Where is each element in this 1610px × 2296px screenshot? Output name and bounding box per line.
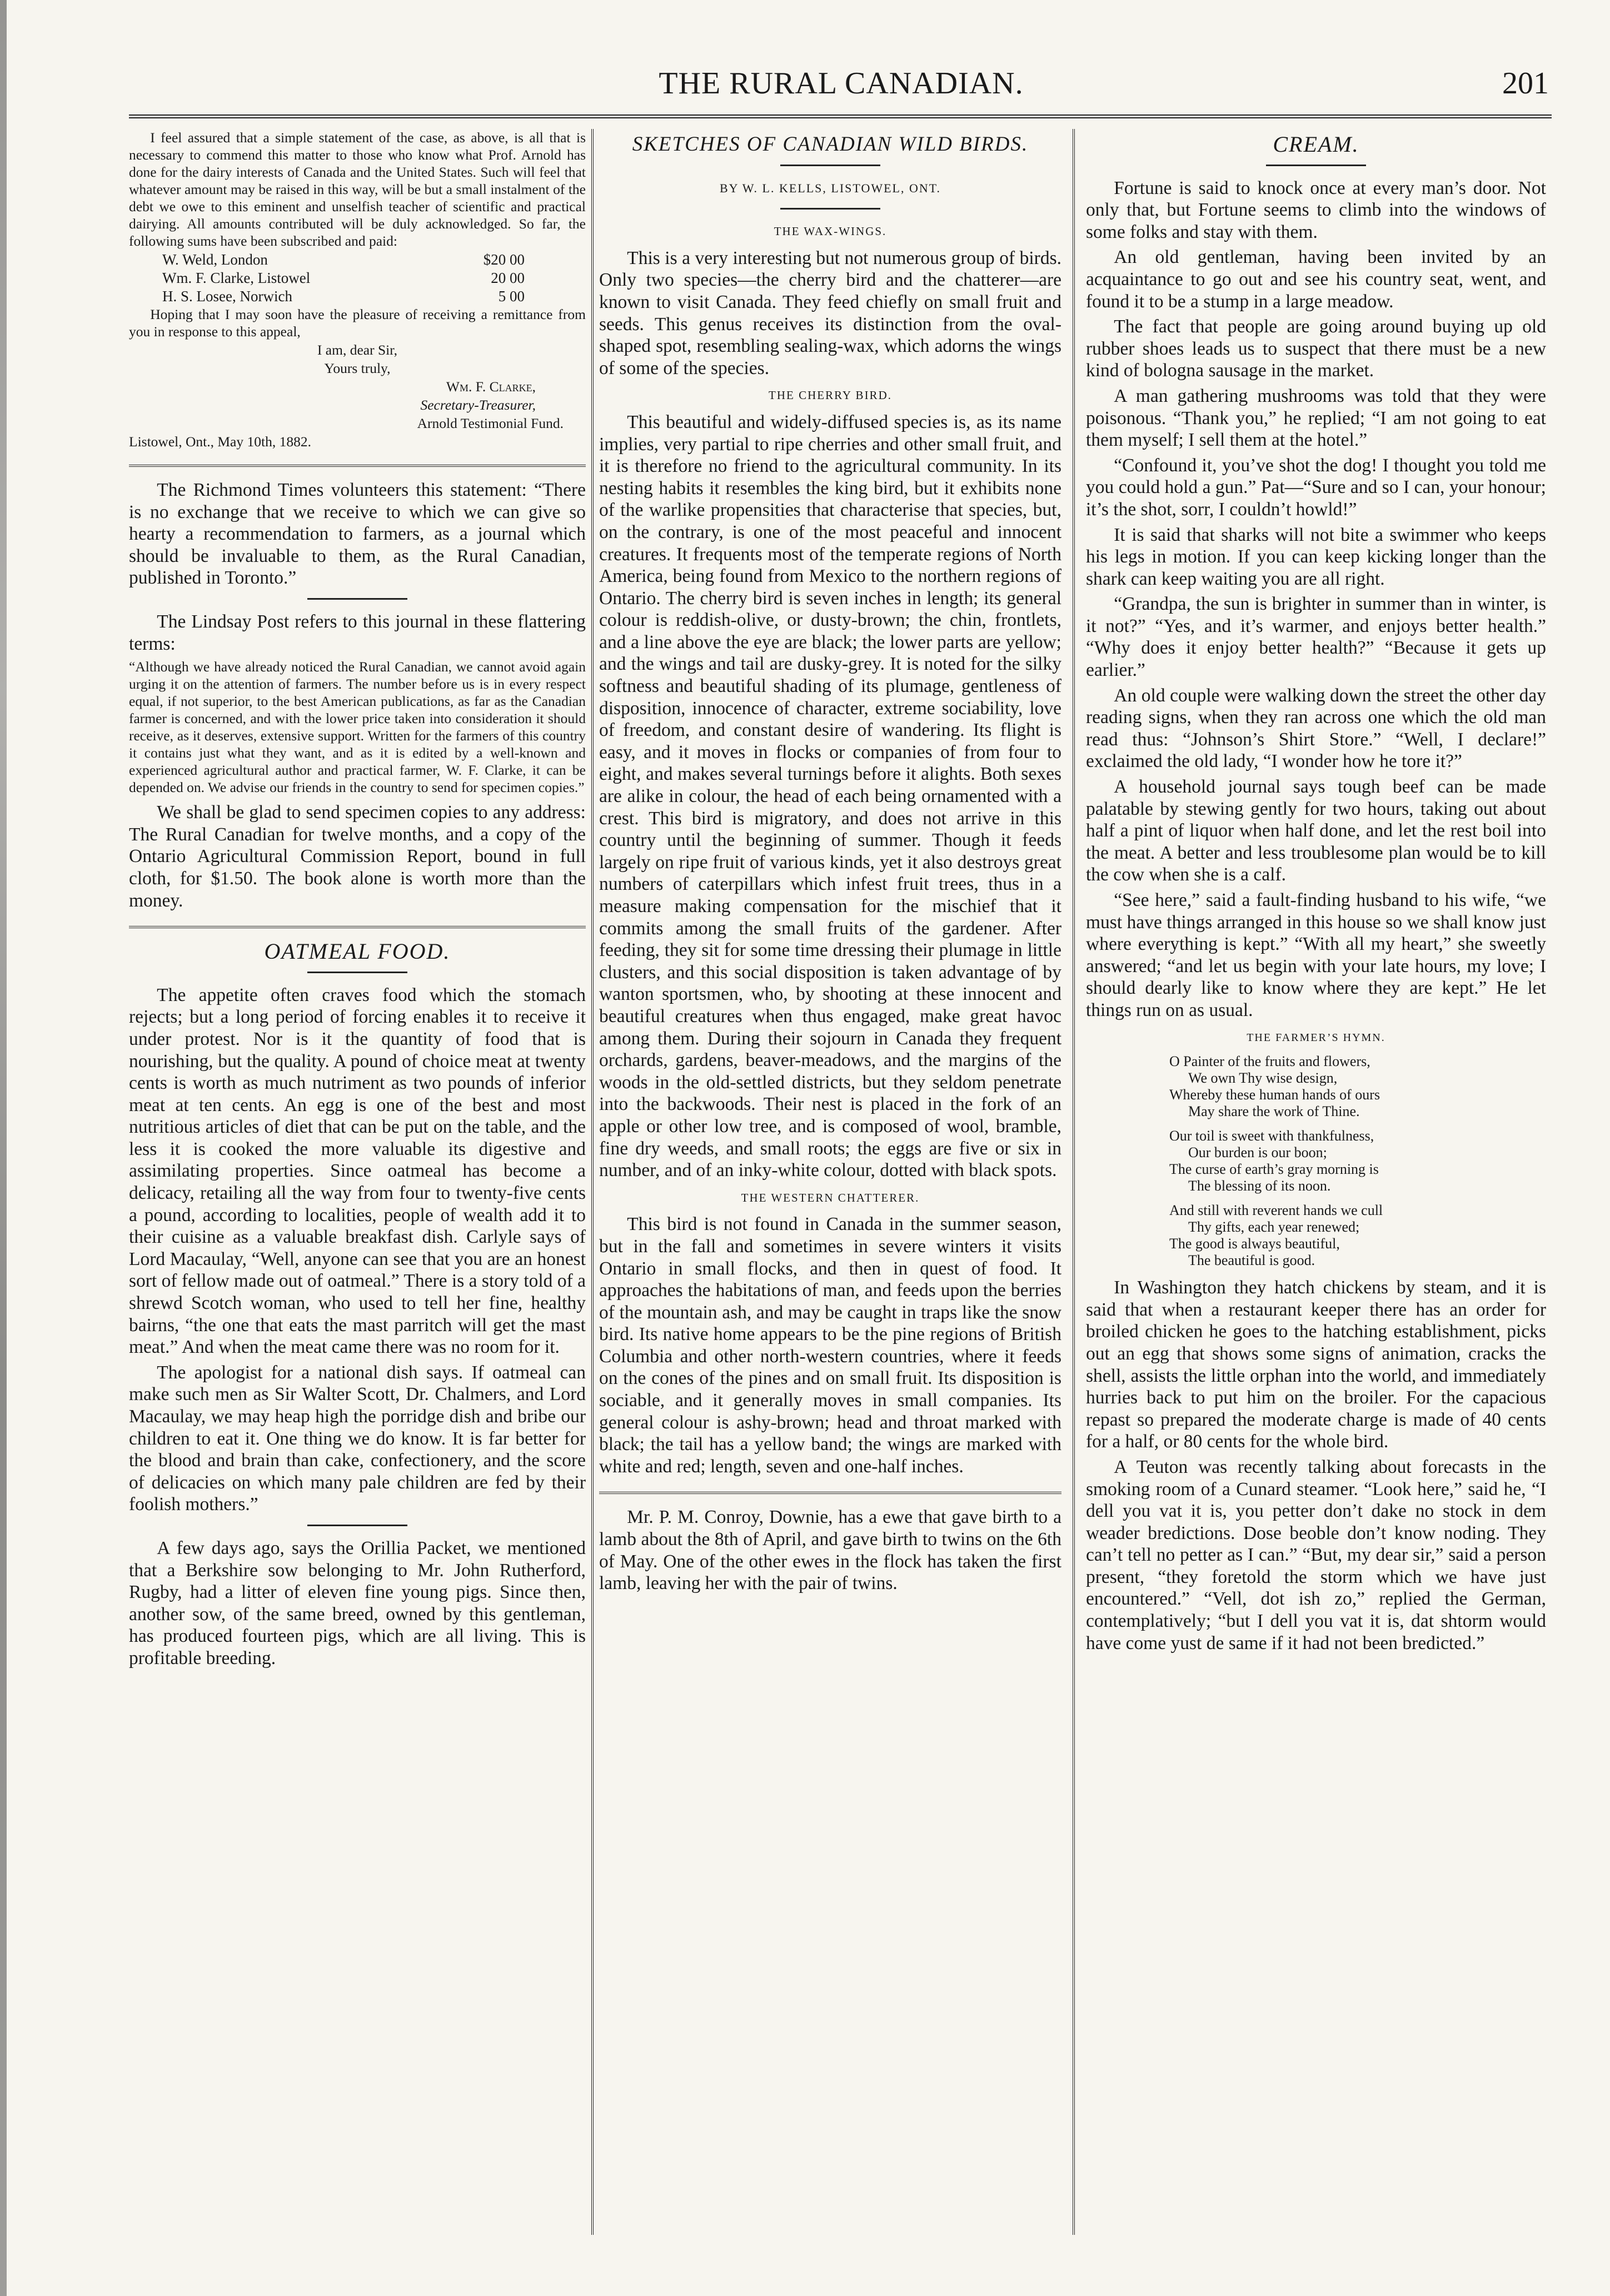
hymn-stanza bbox=[1169, 1128, 1546, 1194]
subscription-amount: 5 00 bbox=[498, 288, 525, 305]
hymn-line: And still with reverent hands we cull bbox=[1169, 1202, 1383, 1219]
chatterer-paragraph: This bird is not found in Canada in the summer season, but in the fall and sometimes in severe winters it visits Ontario in small flocks, and then in quest of food. It approaches the habitations of man, and feeds upon the berries of the mountain ash, and may be caught in traps like the snow bird. Its native home appears to be the pine regions of British Columbia and other north-western countries, where it feeds on the cones of the pines and on small fruit. Its disposition is sociable, and it generally moves in small companies. Its general colour is ashy-brown; head and throat marked with black; the tail has a yellow band; the wings are marked with white and red; length, seven and one-half inches. bbox=[599, 1214, 1061, 1477]
hymn-line: Whereby these human hands of ours bbox=[1169, 1087, 1380, 1103]
subscription-row bbox=[129, 269, 586, 287]
column-rule bbox=[1073, 129, 1075, 2235]
arnold-letter bbox=[129, 129, 586, 450]
subscriber-name: Wm. F. Clarke, Listowel bbox=[162, 270, 311, 286]
section-divider bbox=[129, 926, 586, 928]
page-header bbox=[128, 66, 1554, 116]
cherry-bird-paragraph: This beautiful and widely-diffused species is, as its name implies, very partial to ripe cherries and other small fruit, and it is therefore no friend to the agricultural community. In its nesting habits it resembles the king bird, but it exhibits none of the warlike propensities that characterise that species, but, on the contrary, is one of the most peaceful and innocent creatures. It frequents most of the temperate regions of North America, being found from Mexico to the northern regions of Ontario. The cherry bird is seven inches in length; its general colour is reddish-olive, or dusty-brown; the chin, frontlets, and a line above the eye are black; the lower parts are yellow; and the wings and tail are dusky-grey. It is noted for the silky softness and beautiful shading of its plumage, gentleness of disposition, innocence of character, extreme sociability, love of freedom, and constant desire of wandering. Its flight is easy, and it moves in flocks or companies of from four to eight, and makes several turnings before it alights. Both sexes are alike in colour, the head of each being ornamented with a crest. This bird is migratory, and does not arrive in this country until the beginning of summer. Though it feeds largely on ripe fruit of various kinds, yet it also destroys great numbers of caterpillars which infest fruit trees, thus in a measure making compensation for the mischief that it commits among the small fruits of the gardener. After feeding, they sit for some time dressing their plumage in little clusters, and this social disposition is taken advantage of by wanton sportsmen, who, by shooting at these innocent and beautiful creatures when thus engaged, make great havoc among them. During their sojourn in Canada they frequent orchards, gardens, beaver-meadows, and the margins of the woods in the old-settled districts, but they seldom penetrate into the backwoods. Their nest is placed in the fork of an apple or other low tree, and is composed of wool, bramble, fine dry weeds, and small roots; the eggs are five or six in number, and of an inky-white colour, dotted with black spots. bbox=[599, 411, 1061, 1181]
cream-item: An old gentleman, having been invited by an acquaintance to go out and see his country seat, went, and found it to be a stump in a large meadow. bbox=[1086, 247, 1546, 312]
scan-edge bbox=[0, 0, 7, 2296]
subscription-amount: 20 00 bbox=[491, 270, 525, 286]
letter-dateline: Listowel, Ont., May 10th, 1882. bbox=[129, 434, 311, 450]
hymn-stanza bbox=[1169, 1202, 1546, 1269]
letter-closing: I am, dear Sir, bbox=[317, 342, 398, 358]
short-divider bbox=[307, 1525, 407, 1526]
cream-item: “See here,” said a fault-finding husband to his wife, “we must have things arranged in this house so we shall know just where everything is kept.” “With all my heart,” she sweetly answered; “and let us begin with your late hours, my love; I should dearly like to know where they are kept.” He let things run on as usual. bbox=[1086, 890, 1546, 1020]
cream-item: “Grandpa, the sun is brighter in summer than in winter, is it not?” “Yes, and it’s warmer, and enjoys better health.” “Why does it enjoy better health?” “Because it gets up earlier.” bbox=[1086, 594, 1546, 681]
hymn-line: The curse of earth’s gray morning is bbox=[1169, 1161, 1379, 1178]
birds-byline: BY W. L. KELLS, LISTOWEL, ONT. bbox=[719, 181, 941, 195]
hymn-line: O Painter of the fruits and flowers, bbox=[1169, 1053, 1370, 1070]
hymn-line: Our burden is our boon; bbox=[1188, 1144, 1327, 1161]
cream-items bbox=[1086, 177, 1546, 1022]
cream-item: Fortune is said to knock once at every man’s door. Not only that, but Fortune seems to climb into the windows of some folks and stay with them. bbox=[1086, 177, 1546, 242]
specimen-paragraph: We shall be glad to send specimen copies to any address: The Rural Canadian for twelve months, and a copy of the Ontario Agricultural Commission Report, bound in full cloth, for $1.50. The book alone is worth more than the money. bbox=[129, 802, 586, 911]
short-divider bbox=[1266, 165, 1366, 166]
letter-fund: Arnold Testimonial Fund. bbox=[417, 415, 564, 431]
cream-title: CREAM. bbox=[1273, 132, 1359, 157]
oatmeal-title: OATMEAL FOOD. bbox=[264, 939, 451, 964]
hymn-stanza bbox=[1169, 1053, 1546, 1120]
washington-paragraph: In Washington they hatch chickens by steam, and it is said that when a restaurant keeper there has an order for broiled chicken he goes to the hatching establishment, picks out an egg that shows some signs of animation, cracks the shell, assists the little orphan into the world, and immediately hurries back to put him on the broiler. For the capacious repast so prepared the moderate charge is made of 40 cents for a half, or 80 cents for the whole bird. bbox=[1086, 1277, 1546, 1452]
waxwings-heading: THE WAX-WINGS. bbox=[774, 225, 887, 238]
subscription-row bbox=[129, 287, 586, 306]
hymn-line: The beautiful is good. bbox=[1188, 1252, 1315, 1269]
column-1 bbox=[129, 129, 586, 2235]
lindsay-quote: “Although we have already noticed the Rural Canadian, we cannot avoid again urging it on the attention of farmers. The number before us is in every respect equal, if not superior, to the best American publications, as far as the Canadian farmer is concerned, and with the lower price taken into consideration it should receive, as it deserves, extensive support. Written for the farmers of this country it contains just what they want, and as it is edited by a well-known and experienced agricultural author and practical farmer, W. F. Clarke, it can be depended on. We advise our friends in the country to send for specimen copies.” bbox=[129, 659, 586, 796]
waxwings-paragraph: This is a very interesting but not numerous group of birds. Only two species—the cherry bird and the chatterer—are known to visit Canada. They feed chiefly on small fruit and seeds. This genus receives its distinction from the oval-shaped spot, resembling sealing-wax, which adorns the wings of some of the species. bbox=[599, 247, 1061, 378]
farmers-hymn bbox=[1086, 1053, 1546, 1269]
masthead-title: THE RURAL CANADIAN. bbox=[659, 66, 1024, 101]
richmond-paragraph: The Richmond Times volunteers this statement: “There is no exchange that we receive to which we can give so hearty a recommendation to farmers, as a journal which should be invaluable to them, as the Rural Canadian, published in Toronto.” bbox=[129, 480, 586, 589]
lindsay-paragraph: The Lindsay Post refers to this journal in these flattering terms: bbox=[129, 611, 586, 654]
cream-item: An old couple were walking down the street the other day reading signs, when they ran across one which the old man read thus: “Johnson’s Shirt Store.” “Well, I declare!” exclaimed the old lady, “I wonder how he tore it?” bbox=[1086, 685, 1546, 772]
page-number: 201 bbox=[1502, 66, 1549, 101]
subscriber-name: W. Weld, London bbox=[162, 251, 268, 268]
hymn-line: Our toil is sweet with thankfulness, bbox=[1169, 1128, 1374, 1144]
oatmeal-paragraph-2: The apologist for a national dish says. If oatmeal can make such men as Sir Walter Scott, Dr. Chalmers, and Lord Macaulay, we may heap high the porridge dish and bribe our children to eat it. One thing we do know. It is far better for the blood and brain than cake, confectionery, and the score of delicacies on which many pale children are fed by their foolish mothers.” bbox=[129, 1362, 586, 1515]
letter-body: I feel assured that a simple statement of the case, as above, is all that is necessary to commend this matter to those who know what Prof. Arnold has done for the dairy interests of Canada and the United States. Such will feel that whatever amount may be raised in this way, will be but a small instalment of the debt we owe to this eminent and unselfish teacher of scientific and practical dairying. All amounts contributed will be duly acknowledged. So far, the following sums have been subscribed and paid: bbox=[129, 130, 586, 249]
subscriber-name: H. S. Losee, Norwich bbox=[162, 288, 292, 305]
letter-hoping: Hoping that I may soon have the pleasure of receiving a remittance from you in response to this appeal, bbox=[129, 306, 586, 340]
oatmeal-paragraph-1: The appetite often craves food which the stomach rejects; but a long period of forcing enables it to receive it under protest. Nor is it the quantity of food that is nourishing, but the quality. A pound of choice meat at twenty cents is worth as much nutriment as two pounds of inferior meat at ten cents. An egg is one of the best and most nutritious articles of diet that can be put on the table, and the less it is cooked the more valuable its digestive and assimilating properties. Since oatmeal has become a delicacy, retailing all the way from four to twenty-five cents a pound, according to localities, people of wealth add it to their cuisine as a valuable breakfast dish. Carlyle says of Lord Macaulay, “Well, anyone can see that you are an honest sort of fellow made out of oatmeal.” There is a story told of a shrewd Scotch woman, who used to tell her fine, healthy bairns, “the one that eats the mast parritch will get the mast meat.” And when the meat came there was no room for it. bbox=[129, 984, 586, 1358]
orillia-paragraph: A few days ago, says the Orillia Packet, we mentioned that a Berkshire sow belonging to Mr. John Rutherford, Rugby, had a litter of eleven fine young pigs. Since then, another sow, of the same breed, owned by this gentleman, has produced fourteen pigs, which are all living. This is profitable breeding. bbox=[129, 1537, 586, 1669]
birds-title: SKETCHES OF CANADIAN WILD BIRDS. bbox=[632, 133, 1029, 156]
column-2 bbox=[599, 129, 1061, 2235]
short-divider bbox=[780, 165, 880, 166]
letter-yours: Yours truly, bbox=[324, 360, 391, 376]
teuton-paragraph: A Teuton was recently talking about forecasts in the smoking room of a Cunard steamer. “Look here,” said he, “I dell you vat it is, you petter don’t dake no stock in dem weader bredictions. Dose beoble don’t know noding. They can’t tell no petter as I can.” “But, my dear sir,” said a person present, “they foretold the storm which we have just encountered.” “Vell, dot ish zo,” replied the German, contemplatively; “but I dell you vat it is, dat shtorm would have come yust de same if it had not been bredicted.” bbox=[1086, 1456, 1546, 1653]
subscription-row bbox=[129, 251, 586, 269]
column-rule bbox=[591, 129, 594, 2235]
cream-item: It is said that sharks will not bite a swimmer who keeps his legs in motion. If you can keep kicking longer than the shark can keep waiting you are all right. bbox=[1086, 524, 1546, 589]
conroy-paragraph: Mr. P. M. Conroy, Downie, has a ewe that gave birth to a lamb about the 8th of April, and gave birth to twins on the 6th of May. One of the other ewes in the flock has taken the first lamb, leaving her with the pair of twins. bbox=[599, 1507, 1061, 1594]
hymn-title: THE FARMER’S HYMN. bbox=[1247, 1031, 1385, 1044]
hymn-line: The good is always beautiful, bbox=[1169, 1236, 1340, 1252]
letter-signer: Wm. F. Clarke, bbox=[446, 378, 536, 395]
cream-item: “Confound it, you’ve shot the dog! I thought you told me you could hold a gun.” Pat—“Sure and so I can, your honour; it’s the shot, sorr, I couldn’t howld!” bbox=[1086, 455, 1546, 520]
letter-signer-title: Secretary-Treasurer, bbox=[420, 397, 536, 413]
hymn-line: May share the work of Thine. bbox=[1188, 1103, 1360, 1120]
cream-item: A man gathering mushrooms was told that they were poisonous. “Thank you,” he replied; “I am not going to eat them myself; I sell them at the hotel.” bbox=[1086, 385, 1546, 451]
cream-item: A household journal says tough beef can be made palatable by stewing gently for two hours, taking out about half a pint of liquor when half done, and let the rest boil into the meat. A better and less troublesome plan would be to kill the cow when she is a calf. bbox=[1086, 776, 1546, 885]
hymn-line: Thy gifts, each year renewed; bbox=[1188, 1219, 1360, 1236]
section-divider bbox=[599, 1492, 1061, 1494]
hymn-line: The blessing of its noon. bbox=[1188, 1178, 1331, 1194]
column-3 bbox=[1086, 129, 1546, 2235]
hymn-line: We own Thy wise design, bbox=[1188, 1070, 1338, 1087]
chatterer-heading: THE WESTERN CHATTERER. bbox=[741, 1191, 920, 1204]
cream-item: The fact that people are going around buying up old rubber shoes leads us to suspect that there must be a new kind of bologna sausage in the market. bbox=[1086, 316, 1546, 381]
short-divider bbox=[780, 208, 880, 210]
section-divider bbox=[129, 465, 586, 467]
subscription-list bbox=[129, 251, 586, 306]
cherry-bird-heading: THE CHERRY BIRD. bbox=[769, 389, 892, 402]
header-rule bbox=[129, 114, 1552, 118]
subscription-amount: $20 00 bbox=[483, 251, 525, 268]
short-divider bbox=[307, 972, 407, 973]
short-divider bbox=[307, 598, 407, 600]
